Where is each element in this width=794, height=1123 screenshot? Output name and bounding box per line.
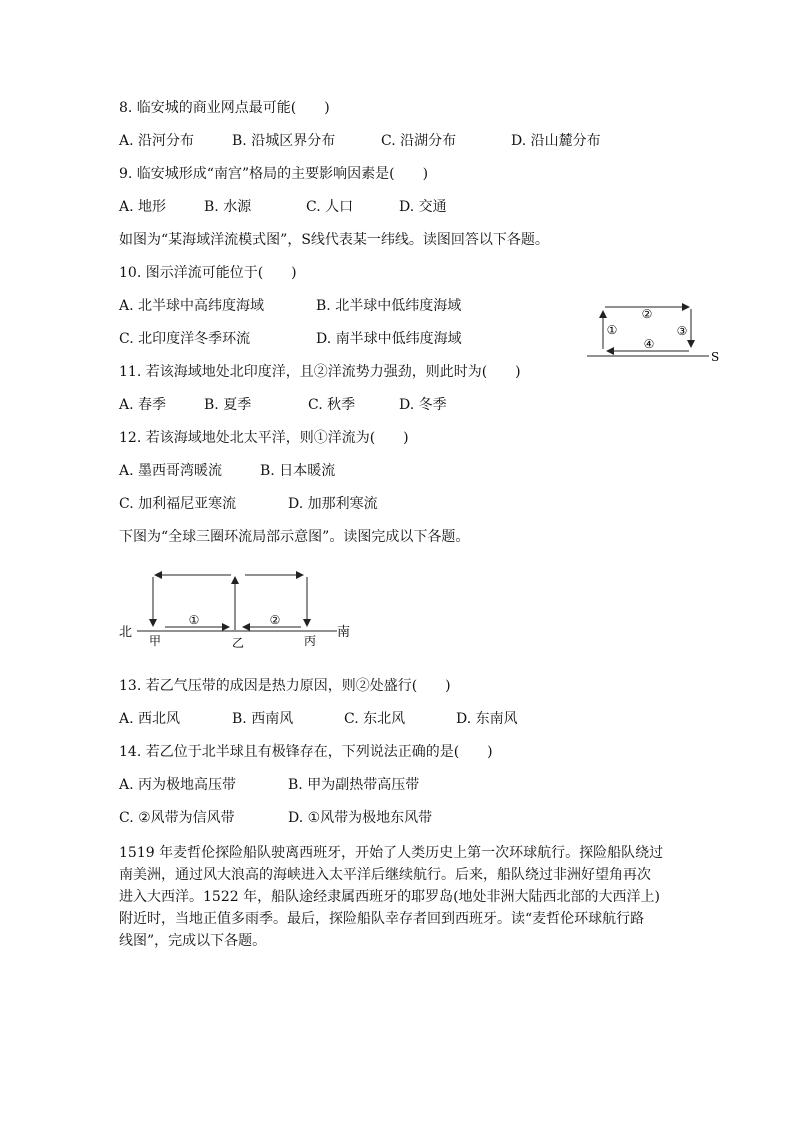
q10-option-d: D. 南半球中低纬度海域: [316, 331, 462, 347]
q10-option-a: A. 北半球中高纬度海域: [119, 298, 265, 314]
intro-circulation: 下图为“全球三圈环流局部示意图”。读图完成以下各题。: [119, 529, 470, 545]
point-jia: 甲: [149, 634, 162, 648]
point-yi: 乙: [232, 636, 245, 650]
q13-option-c: C. 东北风: [344, 711, 406, 727]
q11-option-a: A. 春季: [119, 397, 167, 413]
current-label-3: ③: [676, 324, 688, 338]
q12-option-c: C. 加利福尼亚寒流: [119, 496, 237, 512]
q13-option-d: D. 东南风: [456, 711, 518, 727]
passage-line: 线图”，完成以下各题。: [119, 933, 267, 949]
passage-line: 1519 年麦哲伦探险船队驶离西班牙，开始了人类历史上第一次环球航行。探险船队绕过: [119, 845, 664, 861]
question-14-stem: 14. 若乙位于北半球且有极锋存在，下列说法正确的是( ): [119, 744, 493, 760]
q10-option-c: C. 北印度洋冬季环流: [119, 331, 251, 347]
north-label: 北: [119, 625, 133, 640]
q9-option-d: D. 交通: [399, 199, 447, 215]
circulation-figure: [117, 568, 357, 652]
question-10-stem: 10. 图示洋流可能位于( ): [119, 265, 297, 281]
wind-belt-2: ②: [269, 613, 281, 627]
latitude-s-label: S: [711, 350, 720, 364]
ocean-current-figure: [585, 295, 725, 367]
q11-option-d: D. 冬季: [399, 397, 447, 413]
q8-option-a: A. 沿河分布: [119, 133, 195, 149]
question-13-stem: 13. 若乙气压带的成因是热力原因，则②处盛行( ): [119, 678, 451, 694]
current-label-1: ①: [606, 323, 618, 337]
passage-line: 附近时，当地正值多雨季。最后，探险船队幸存者回到西班牙。读“麦哲伦环球航行路: [119, 911, 645, 927]
q8-option-c: C. 沿湖分布: [381, 133, 457, 149]
q9-option-b: B. 水源: [204, 199, 252, 215]
passage-line: 南美洲，通过风大浪高的海峡进入太平洋后继续航行。后来，船队绕过非洲好望角再次: [119, 867, 651, 883]
q11-option-c: C. 秋季: [308, 397, 356, 413]
q8-option-d: D. 沿山麓分布: [511, 133, 601, 149]
question-11-stem: 11. 若该海域地处北印度洋，且②洋流势力强劲，则此时为( ): [119, 364, 521, 380]
q10-option-b: B. 北半球中低纬度海域: [316, 298, 462, 314]
q12-option-d: D. 加那利寒流: [288, 496, 378, 512]
question-8-stem: 8. 临安城的商业网点最可能( ): [119, 100, 330, 116]
q13-option-b: B. 西南风: [232, 711, 294, 727]
q8-option-b: B. 沿城区界分布: [232, 133, 336, 149]
q14-option-c: C. ②风带为信风带: [119, 810, 235, 826]
q9-option-a: A. 地形: [119, 199, 167, 215]
q11-option-b: B. 夏季: [204, 397, 252, 413]
current-label-2: ②: [641, 307, 653, 321]
q14-option-d: D. ①风带为极地东风带: [288, 810, 433, 826]
magellan-passage: [119, 842, 689, 952]
q9-option-c: C. 人口: [306, 199, 354, 215]
q14-option-b: B. 甲为副热带高压带: [288, 777, 420, 793]
q12-option-a: A. 墨西哥湾暖流: [119, 463, 223, 479]
question-12-stem: 12. 若该海域地处北太平洋，则①洋流为( ): [119, 430, 409, 446]
q13-option-a: A. 西北风: [119, 711, 181, 727]
q14-option-a: A. 丙为极地高压带: [119, 777, 237, 793]
intro-ocean-current: 如图为“某海域洋流模式图”，S线代表某一纬线。读图回答以下各题。: [119, 232, 549, 248]
wind-belt-1: ①: [188, 613, 200, 627]
question-9-stem: 9. 临安城形成“南宫”格局的主要影响因素是( ): [119, 166, 429, 182]
south-label: 南: [337, 625, 351, 640]
point-bing: 丙: [304, 634, 317, 648]
passage-line: 进入大西洋。1522 年，船队途经隶属西班牙的耶罗岛(地处非洲大陆西北部的大西洋上): [119, 889, 661, 905]
q12-option-b: B. 日本暖流: [260, 463, 336, 479]
current-label-4: ④: [643, 337, 655, 351]
